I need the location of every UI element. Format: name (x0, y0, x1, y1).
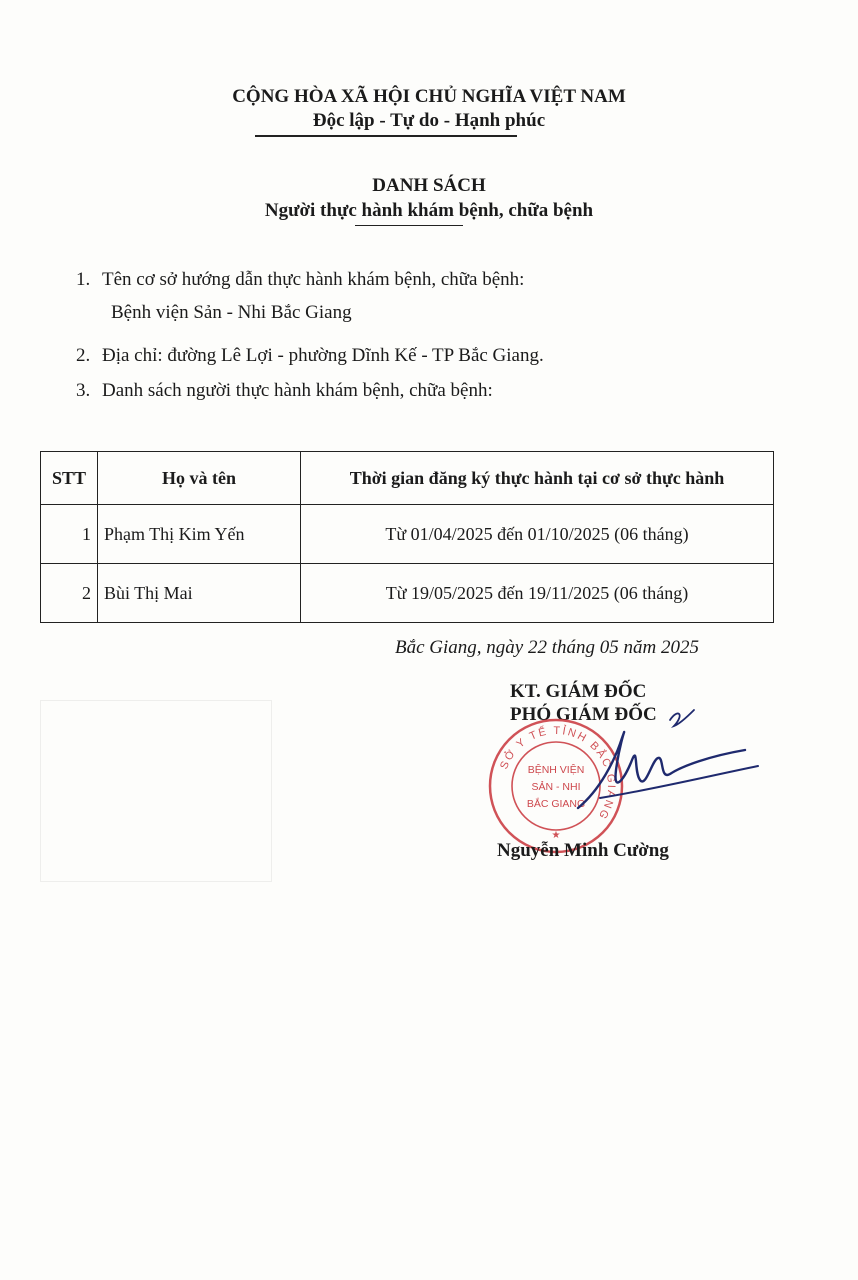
table-row (41, 564, 774, 623)
header-name: Họ và tên (98, 452, 301, 505)
item-3-number: 3. (76, 380, 91, 401)
table-row (41, 505, 774, 564)
signer-name: Nguyễn Minh Cường (497, 840, 669, 861)
seal-line-2: SẢN - NHI (531, 781, 581, 793)
motto-underline (255, 135, 517, 137)
signer-role-2: PHÓ GIÁM ĐỐC (510, 704, 657, 725)
motto: Độc lập - Tự do - Hạnh phúc (312, 110, 546, 131)
row-period: Từ 19/05/2025 đến 19/11/2025 (06 tháng) (301, 564, 774, 623)
seal-line-1: BỆNH VIỆN (527, 764, 585, 776)
seal-line-3: BẮC GIANG (526, 798, 586, 810)
seal-ring-text: SỞ Y TẾ TỈNH BẮC GIANG (498, 724, 618, 823)
document-subtitle: Người thực hành khám bệnh, chữa bệnh (264, 200, 594, 221)
row-period: Từ 01/04/2025 đến 01/10/2025 (06 tháng) (301, 505, 774, 564)
svg-text:★: ★ (551, 830, 561, 841)
item-1-text: Tên cơ sở hướng dẫn thực hành khám bệnh, chữa bệnh: (102, 269, 525, 290)
item-1-number: 1. (76, 269, 91, 290)
signer-role-1: KT. GIÁM ĐỐC (510, 681, 647, 702)
place-and-date: Bắc Giang, ngày 22 tháng 05 năm 2025 (395, 637, 699, 658)
subtitle-underline (355, 225, 463, 226)
item-1-detail: Bệnh viện Sản - Nhi Bắc Giang (111, 302, 352, 323)
header-stt: STT (41, 452, 98, 505)
table-header-row (41, 452, 774, 505)
signature-icon (570, 700, 760, 830)
row-name: Phạm Thị Kim Yến (98, 505, 301, 564)
item-2-number: 2. (76, 345, 91, 366)
document-title: DANH SÁCH (372, 175, 486, 196)
country-heading: CỘNG HÒA XÃ HỘI CHỦ NGHĨA VIỆT NAM (232, 86, 626, 107)
practitioner-table (40, 451, 774, 623)
bleed-through-shadow (40, 700, 272, 882)
row-stt: 1 (41, 505, 98, 564)
item-2-text: Địa chỉ: đường Lê Lợi - phường Dĩnh Kế - TP Bắc Giang. (102, 345, 544, 366)
header-period: Thời gian đăng ký thực hành tại cơ sở thực hành (301, 452, 774, 505)
row-name: Bùi Thị Mai (98, 564, 301, 623)
item-3-text: Danh sách người thực hành khám bệnh, chữa bệnh: (102, 380, 493, 401)
row-stt: 2 (41, 564, 98, 623)
